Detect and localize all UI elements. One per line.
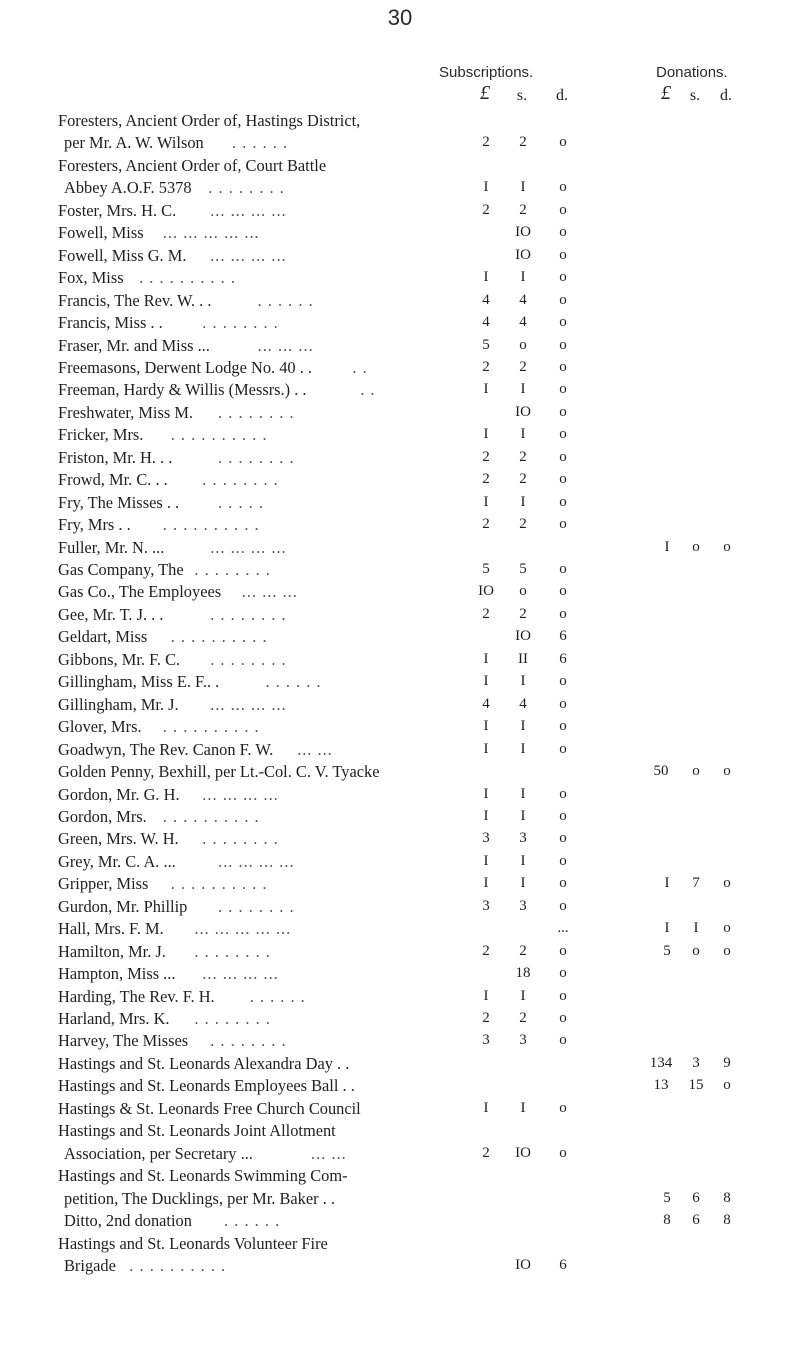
subscriptions-header: Subscriptions. (439, 64, 534, 81)
entry-name: Hastings and St. Leonards Alexandra Day . . (58, 1054, 350, 1073)
ledger-line (0, 1255, 800, 1276)
subs-pounds: I (483, 853, 489, 869)
dons-shillings: o (692, 539, 700, 555)
subs-shillings: 2 (519, 943, 527, 959)
ledger-line (0, 222, 800, 243)
dot-leader: ... ... ... ... ... (194, 919, 292, 938)
ledger-line (0, 335, 800, 356)
subs-pounds: 5 (482, 337, 490, 353)
subs-shillings: 2 (519, 134, 527, 150)
entry-name: Foresters, Ancient Order of, Court Battle (58, 156, 327, 175)
page-number: 30 (387, 5, 413, 30)
ledger-line (0, 177, 800, 198)
subs-pence: o (559, 718, 567, 734)
entry-name: Gas Company, The (58, 560, 184, 579)
subs-pounds: I (483, 651, 489, 667)
ledger-line (0, 1120, 800, 1141)
subs-pounds: I (483, 381, 489, 397)
subs-shillings: 2 (519, 471, 527, 487)
ledger-line (0, 671, 800, 692)
subs-shillings: 2 (519, 606, 527, 622)
dons-pence: o (723, 920, 731, 936)
subs-shillings: I (520, 808, 526, 824)
subs-pounds: 2 (482, 359, 490, 375)
subs-pence: o (559, 583, 567, 599)
ledger-line (0, 828, 800, 849)
ledger-line (0, 447, 800, 468)
ledger-line (0, 469, 800, 490)
subs-pence: o (559, 269, 567, 285)
subs-pence: o (559, 898, 567, 914)
ledger-line (0, 424, 800, 445)
dot-leader: . . . . . . . . (202, 313, 279, 332)
ledger-line (0, 200, 800, 221)
ledger-line (0, 537, 800, 558)
subs-shillings: I (520, 718, 526, 734)
dot-leader: . . . . . . . . . . (139, 268, 236, 287)
dot-leader: ... ... (311, 1144, 347, 1163)
dot-leader: . . . . . . (249, 987, 306, 1006)
subs-pence: o (559, 1145, 567, 1161)
subs-shillings: 3 (519, 898, 527, 914)
subs-pence: o (559, 404, 567, 420)
ledger-line (0, 1165, 800, 1186)
subs-pence: 6 (559, 651, 567, 667)
subs-pounds: 2 (482, 449, 490, 465)
ledger-line (0, 716, 800, 737)
dot-leader: ... ... ... ... (202, 964, 279, 983)
dot-leader: ... ... ... (257, 336, 314, 355)
subs-pence: o (559, 673, 567, 689)
subs-shillings: 3 (519, 1032, 527, 1048)
dot-leader: . . . . . . . . (218, 897, 295, 916)
subs-pounds: I (483, 1100, 489, 1116)
dot-leader: ... ... ... ... (210, 246, 287, 265)
subs-pence: o (559, 965, 567, 981)
subs-pence: o (559, 988, 567, 1004)
subs-shillings: I (520, 269, 526, 285)
subs-pounds: 3 (482, 830, 490, 846)
dot-leader: ... ... ... ... (210, 201, 287, 220)
dons-shillings: 6 (692, 1190, 700, 1206)
entry-name: Hastings and St. Leonards Joint Allotment (58, 1121, 336, 1140)
ledger-line (0, 1075, 800, 1096)
dot-leader: . . . . . (218, 493, 264, 512)
subs-shillings: 2 (519, 202, 527, 218)
subs-shillings: IO (515, 1257, 531, 1273)
subs-pounds: I (483, 988, 489, 1004)
dons-pounds: 8 (663, 1212, 671, 1228)
dot-leader: . . . . . . (224, 1211, 281, 1230)
ledger-line (0, 918, 800, 939)
ledger-line (0, 581, 800, 602)
subs-pounds: IO (478, 583, 494, 599)
subs-shillings: I (520, 673, 526, 689)
entry-name: Hamilton, Mr. J. (58, 942, 166, 961)
ledger-line (0, 559, 800, 580)
dons-pence: o (723, 539, 731, 555)
dot-leader: . . . . . . . . . . (129, 1256, 227, 1275)
ledger-line (0, 1008, 800, 1029)
subs-pounds: 2 (482, 516, 490, 532)
entry-name: Gibbons, Mr. F. C. (58, 650, 181, 669)
entry-name: Hastings and St. Leonards Volunteer Fire (58, 1234, 328, 1253)
entry-name: Geldart, Miss (58, 627, 148, 646)
entry-name: Harvey, The Misses (58, 1031, 189, 1050)
subs-pence: o (559, 1032, 567, 1048)
dot-leader: . . . . . . (232, 133, 289, 152)
ledger-line (0, 402, 800, 423)
dot-leader: . . . . . . . . (218, 448, 295, 467)
ledger-line (0, 514, 800, 535)
subs-pounds: I (483, 179, 489, 195)
subs-shillings: I (520, 1100, 526, 1116)
ledger-line (0, 290, 800, 311)
entry-name: Harding, The Rev. F. H. (58, 987, 215, 1006)
dot-leader: . . . . . . . . . . (162, 515, 260, 534)
dot-leader: . . (352, 358, 368, 377)
dons-pounds: I (664, 920, 670, 936)
subs-shillings: 2 (519, 1010, 527, 1026)
dot-leader: ... ... ... (241, 582, 298, 601)
dons-shillings-unit: s. (689, 87, 701, 104)
dons-pounds-unit: £ (661, 82, 671, 104)
subs-pence: o (559, 359, 567, 375)
subs-shillings: I (520, 853, 526, 869)
entry-name: Francis, Miss . . (58, 313, 163, 332)
dons-pence: 8 (723, 1212, 731, 1228)
subs-shillings: 4 (519, 314, 527, 330)
subs-pounds-unit: £ (480, 82, 490, 104)
dons-pence: o (723, 943, 731, 959)
entry-name: Harland, Mrs. K. (58, 1009, 170, 1028)
ledger-line (0, 806, 800, 827)
subs-shillings: 5 (519, 561, 527, 577)
ledger-line (0, 155, 800, 176)
subs-shillings: IO (515, 628, 531, 644)
subs-pounds: I (483, 786, 489, 802)
subs-pounds: 2 (482, 1145, 490, 1161)
dot-leader: ... ... ... ... (210, 695, 287, 714)
subs-pounds: I (483, 741, 489, 757)
subs-pounds: 2 (482, 606, 490, 622)
entry-name: Friston, Mr. H. . . (58, 448, 173, 467)
donations-header: Donations. (656, 64, 728, 81)
subs-shillings: 4 (519, 696, 527, 712)
subs-shillings: 3 (519, 830, 527, 846)
dons-pounds: 5 (663, 943, 671, 959)
ledger-line (0, 739, 800, 760)
entry-name: Brigade (64, 1256, 116, 1275)
dot-leader: ... ... ... ... ... (162, 223, 260, 242)
subs-pence: o (559, 179, 567, 195)
dot-leader: . . . . . . . . (202, 470, 279, 489)
entry-name: Fry, Mrs . . (58, 515, 131, 534)
subs-shillings: I (520, 741, 526, 757)
entry-name: Green, Mrs. W. H. (58, 829, 179, 848)
entry-name: Freeman, Hardy & Willis (Messrs.) . . (58, 380, 307, 399)
subs-pence: o (559, 875, 567, 891)
entry-name: Golden Penny, Bexhill, per Lt.-Col. C. V. Tyacke (58, 762, 380, 781)
dons-pounds: 13 (653, 1077, 669, 1093)
subs-shillings: o (519, 337, 527, 353)
entry-name: Gripper, Miss (58, 874, 149, 893)
ledger-line (0, 132, 800, 153)
dot-leader: . . . . . . . . (194, 942, 271, 961)
subs-pence: o (559, 1010, 567, 1026)
ledger-line (0, 1098, 800, 1119)
subs-pence: o (559, 696, 567, 712)
entry-name: Francis, The Rev. W. . . (58, 291, 212, 310)
subs-shillings: I (520, 426, 526, 442)
entry-name: Fowell, Miss (58, 223, 144, 242)
dons-pence: 8 (723, 1190, 731, 1206)
ledger-line (0, 1053, 800, 1074)
subs-pounds: 2 (482, 471, 490, 487)
entry-name: Hastings and St. Leonards Swimming Com- (58, 1166, 348, 1185)
subs-pence: ... (557, 920, 569, 936)
entry-name: Gee, Mr. T. J. . . (58, 605, 164, 624)
subs-pence: o (559, 247, 567, 263)
dot-leader: . . . . . . (265, 672, 322, 691)
ledger-line (0, 784, 800, 805)
ledger-line (0, 1030, 800, 1051)
entry-name: Freshwater, Miss M. (58, 403, 194, 422)
subs-shillings: 2 (519, 449, 527, 465)
dons-shillings: 7 (692, 875, 700, 891)
dons-pence-unit: d. (720, 87, 732, 104)
subs-pence: 6 (559, 628, 567, 644)
entry-name: Hastings and St. Leonards Employees Ball . . (58, 1076, 355, 1095)
subs-shillings: IO (515, 1145, 531, 1161)
subs-pence: o (559, 786, 567, 802)
subs-pounds: 2 (482, 202, 490, 218)
subs-shillings: 2 (519, 516, 527, 532)
entry-name: Goadwyn, The Rev. Canon F. W. (58, 740, 274, 759)
subs-pence: o (559, 224, 567, 240)
dot-leader: . . . . . . . . (218, 403, 295, 422)
subs-shillings: I (520, 381, 526, 397)
dot-leader: ... ... ... ... (210, 538, 287, 557)
dot-leader: . . . . . . . . . . (162, 717, 260, 736)
dons-shillings: 3 (692, 1055, 700, 1071)
dot-leader: . . . . . . . . . . (170, 425, 268, 444)
ledger-line (0, 604, 800, 625)
subs-shillings: IO (515, 224, 531, 240)
subs-pounds: 4 (482, 696, 490, 712)
subs-pounds: 3 (482, 898, 490, 914)
entry-name: Hampton, Miss ... (58, 964, 176, 983)
subs-pence: o (559, 741, 567, 757)
subs-pence: o (559, 494, 567, 510)
ledger-line (0, 1188, 800, 1209)
ledger-line (0, 492, 800, 513)
ledger-line (0, 1210, 800, 1231)
dot-leader: ... ... ... ... (202, 785, 279, 804)
ledger-line (0, 245, 800, 266)
dot-leader: . . . . . . . . . . (170, 627, 268, 646)
ledger-line (0, 357, 800, 378)
subs-pence: o (559, 853, 567, 869)
dons-shillings: I (693, 920, 699, 936)
entry-name: Association, per Secretary ... (64, 1144, 253, 1163)
ledger-line (0, 312, 800, 333)
subs-pence: o (559, 561, 567, 577)
ledger-line (0, 694, 800, 715)
subs-pence-unit: d. (556, 87, 568, 104)
subs-pence: o (559, 1100, 567, 1116)
subs-pounds: 2 (482, 134, 490, 150)
subs-pounds: 2 (482, 1010, 490, 1026)
subs-pounds: 3 (482, 1032, 490, 1048)
subs-shillings: II (518, 651, 528, 667)
dot-leader: . . . . . . . . (210, 1031, 287, 1050)
entry-name: Fraser, Mr. and Miss ... (58, 336, 210, 355)
entry-name: Gurdon, Mr. Phillip (58, 897, 188, 916)
entry-name: Gordon, Mrs. (58, 807, 147, 826)
subs-pence: o (559, 606, 567, 622)
dons-pence: o (723, 1077, 731, 1093)
subs-shillings: 18 (515, 965, 531, 981)
subs-shillings: I (520, 875, 526, 891)
subs-pence: o (559, 943, 567, 959)
ledger-line (0, 851, 800, 872)
subs-pounds: 4 (482, 314, 490, 330)
subs-pence: 6 (559, 1257, 567, 1273)
subs-pence: o (559, 808, 567, 824)
dons-pounds: 50 (653, 763, 669, 779)
ledger-line (0, 761, 800, 782)
subs-pounds: I (483, 494, 489, 510)
subs-shillings: IO (515, 247, 531, 263)
ledger-line (0, 941, 800, 962)
entry-name: Grey, Mr. C. A. ... (58, 852, 176, 871)
entry-name: Gillingham, Miss E. F.. . (58, 672, 220, 691)
entry-name: Foresters, Ancient Order of, Hastings District, (58, 111, 361, 130)
ledger-line (0, 963, 800, 984)
entry-name: Frowd, Mr. C. . . (58, 470, 168, 489)
dons-shillings: 6 (692, 1212, 700, 1228)
subs-pence: o (559, 830, 567, 846)
subs-pence: o (559, 381, 567, 397)
ledger-line (0, 986, 800, 1007)
ledger-line (0, 626, 800, 647)
subs-pence: o (559, 202, 567, 218)
dot-leader: . . . . . . . . . . (162, 807, 260, 826)
subs-pence: o (559, 314, 567, 330)
entry-name: Hall, Mrs. F. M. (58, 919, 164, 938)
dons-pounds: 134 (649, 1055, 673, 1071)
entry-name: Fricker, Mrs. (58, 425, 144, 444)
entry-name: Abbey A.O.F. 5378 (64, 178, 192, 197)
subs-pounds: I (483, 718, 489, 734)
dons-pence: 9 (723, 1055, 731, 1071)
ledger-line (0, 1143, 800, 1164)
entry-name: Fox, Miss (58, 268, 124, 287)
dot-leader: . . . . . . . . (210, 605, 287, 624)
subs-shillings: I (520, 786, 526, 802)
dons-pence: o (723, 763, 731, 779)
dons-pounds: I (664, 539, 670, 555)
ledger-line (0, 896, 800, 917)
entry-name: Glover, Mrs. (58, 717, 142, 736)
subs-pounds: 2 (482, 943, 490, 959)
subs-shillings: I (520, 179, 526, 195)
subs-pence: o (559, 449, 567, 465)
dons-shillings: o (692, 763, 700, 779)
ledger-line (0, 379, 800, 400)
dot-leader: ... ... ... ... (218, 852, 295, 871)
ledger-line (0, 1233, 800, 1254)
subs-pence: o (559, 337, 567, 353)
dot-leader: . . . . . . . . (194, 560, 271, 579)
subs-pence: o (559, 134, 567, 150)
subs-shillings: o (519, 583, 527, 599)
entry-name: Freemasons, Derwent Lodge No. 40 . . (58, 358, 312, 377)
ledger-line (0, 873, 800, 894)
entry-name: petition, The Ducklings, per Mr. Baker . . (64, 1189, 336, 1208)
subs-pounds: I (483, 673, 489, 689)
ledger-line (0, 649, 800, 670)
entry-name: per Mr. A. W. Wilson (64, 133, 204, 152)
entry-name: Fry, The Misses . . (58, 493, 180, 512)
entry-name: Ditto, 2nd donation (64, 1211, 192, 1230)
subs-pence: o (559, 292, 567, 308)
subs-pounds: 4 (482, 292, 490, 308)
dot-leader: . . . . . . . . (194, 1009, 271, 1028)
subs-pounds: I (483, 269, 489, 285)
dot-leader: . . (360, 380, 376, 399)
entry-name: Fuller, Mr. N. ... (58, 538, 165, 557)
ledger-line (0, 267, 800, 288)
entry-name: Gillingham, Mr. J. (58, 695, 179, 714)
dons-shillings: o (692, 943, 700, 959)
ledger-line (0, 110, 800, 131)
dons-shillings: 15 (688, 1077, 704, 1093)
dot-leader: . . . . . . . . (208, 178, 285, 197)
entry-name: Foster, Mrs. H. C. (58, 201, 177, 220)
dons-pounds: 5 (663, 1190, 671, 1206)
subs-shillings: 2 (519, 359, 527, 375)
entry-name: Hastings & St. Leonards Free Church Council (58, 1099, 361, 1118)
subs-shillings: I (520, 494, 526, 510)
dot-leader: . . . . . . . . (202, 829, 279, 848)
entry-name: Gas Co., The Employees (58, 582, 222, 601)
subs-pounds: I (483, 808, 489, 824)
dot-leader: . . . . . . (257, 291, 314, 310)
dot-leader: . . . . . . . . (210, 650, 287, 669)
dons-pounds: I (664, 875, 670, 891)
subs-pence: o (559, 426, 567, 442)
subs-shillings: 4 (519, 292, 527, 308)
subs-shillings: IO (515, 404, 531, 420)
subs-pence: o (559, 471, 567, 487)
entry-name: Gordon, Mr. G. H. (58, 785, 180, 804)
dot-leader: . . . . . . . . . . (170, 874, 268, 893)
subs-pence: o (559, 516, 567, 532)
subs-shillings-unit: s. (516, 87, 528, 104)
subs-pounds: I (483, 875, 489, 891)
subs-pounds: 5 (482, 561, 490, 577)
dons-pence: o (723, 875, 731, 891)
dot-leader: ... ... (297, 740, 333, 759)
subs-pounds: I (483, 426, 489, 442)
entry-name: Fowell, Miss G. M. (58, 246, 187, 265)
subs-shillings: I (520, 988, 526, 1004)
